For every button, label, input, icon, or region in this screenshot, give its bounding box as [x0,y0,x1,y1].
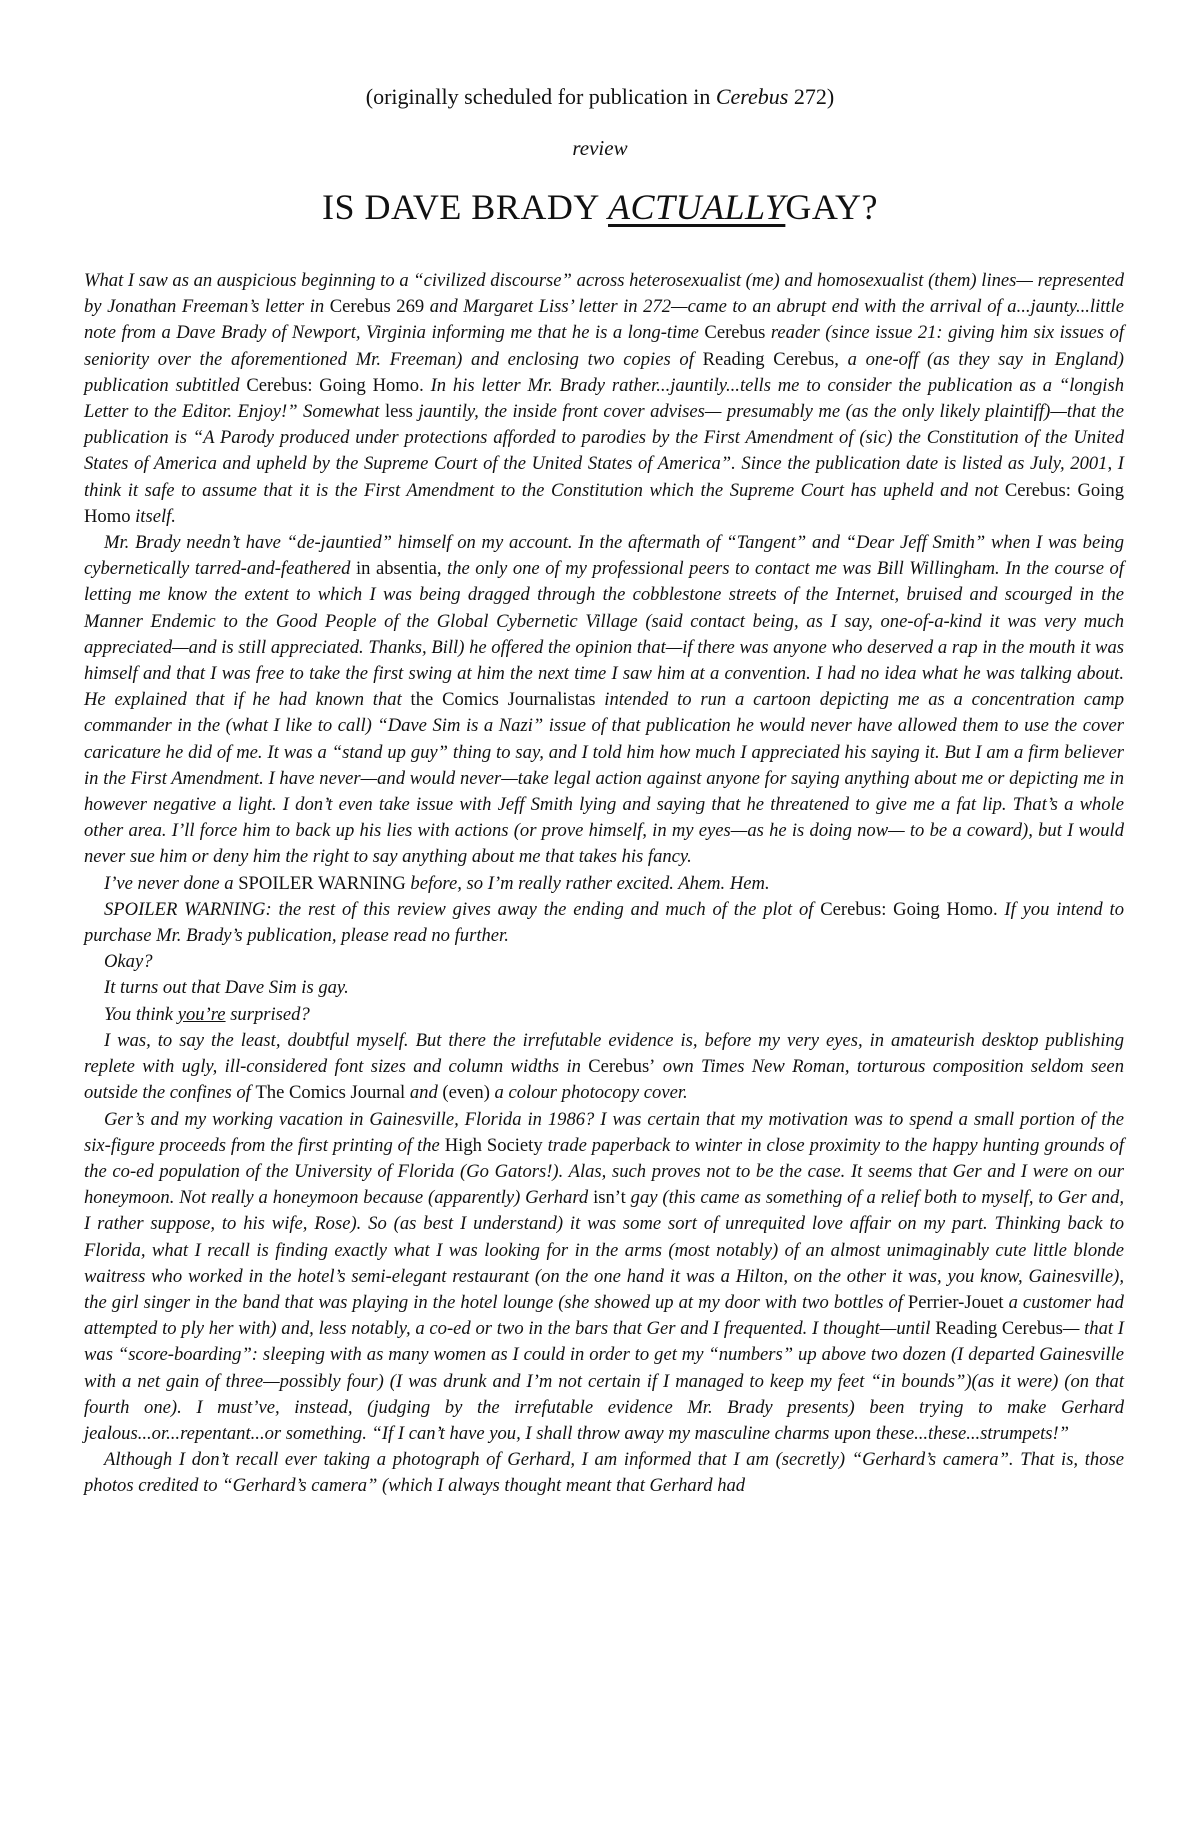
article-body [84,268,1124,1500]
text-run: In his letter Mr. Brady rather...jauntily...tells me to consider the publication as a “longish Letter to the Editor. Enjoy!” Somewhat [84,374,1124,423]
article-paragraph [84,530,1124,871]
roman-run: High Society [444,1134,543,1156]
article-paragraph [84,949,1124,975]
roman-run: SPOILER WARNING [238,872,406,894]
text-run: intended to run a cartoon depicting me as a concentration camp commander in the (what I like to call) “Dave Sim is a Nazi” issue of that publication he would never have allowed them to use the cover caricature he did of me. It was a “stand up guy” thing to say, and I told him how much I appreciated his saying it. But I am a firm believer in the First Amendment. I have never—and would never—take legal action against anyone for saying anything about me or depicting me in however negative a light. I don’t even take issue with Jeff Smith lying and saying that he threatened to give me a fat lip. That’s a whole other area. I’ll force him to back up his lies with actions (or prove himself, in my eyes—as he is doing now— to be a coward), but I would never sue him or deny him the right to say anything about me that takes his fancy. [84,689,1125,868]
text-run: before, so I’m really rather excited. Ahem. Hem. [405,872,770,894]
roman-run: The Comics Journal [255,1082,406,1104]
text-run: a one-off (as they say in England) publication subtitled [84,348,1124,396]
text-run: It turns out that Dave Sim is gay. [104,977,349,999]
article-paragraph [84,975,1124,1001]
text-run: and Margaret Liss’ letter in 272—came to an abrupt end with the arrival of a...jaunty...little note from a Dave Brady of Newport, Virginia informing me that he is a long-time [84,296,1125,344]
article-paragraph [84,1028,1124,1107]
headline-emphasis: ACTUALLY [608,187,786,227]
roman-run: Cerebus: Going Homo. [820,898,998,920]
text-run: itself. [130,505,176,527]
publication-note [0,84,1200,110]
article-paragraph [84,1002,1124,1028]
roman-run: isn’t [593,1187,626,1209]
roman-run: Cerebus: Going Homo. [246,374,424,396]
publication-note-issue: 272) [788,84,835,109]
text-run: I’ve never done a [104,872,239,894]
text-run: If you intend to purchase Mr. Brady’s publication, please read no further. [84,898,1124,947]
text-run: the only one of my professional peers to contact me was Bill Willingham. In the course of letting me know the extent to which I was being dragged through the cobblestone streets of the Internet, bruised and scourged in the Manner Endemic to the Good People of the Global Cybernetic Village (said contact being, as I say, one-of-a-kind it was very much appreciated—and is still appreciated. Thanks, Bill) he offered the opinion that—if there was anyone who deserved a rap in the mouth it was himself and that I was free to take the first swing at him the next time I saw him at a convention. I had no idea what he was talking about. He explained that if he had known that [84,558,1125,711]
roman-run: Cerebus [329,296,391,318]
text-run: You think [104,1003,178,1025]
underlined-run: you’re [177,1003,226,1025]
text-run: trade paperback to winter in close proximity to the happy hunting grounds of the co-ed population of the University of Florida (Go Gators!). Alas, such proves not to be the case. It seems that Ger and I were on our honeymoon. Not really a honeymoon because (apparently) Gerhard [84,1134,1124,1209]
text-run: surprised? [225,1003,310,1025]
roman-run: the Comics Journalistas [410,689,596,711]
text-run: Mr. Brady needn’t have “de-jauntied” himself on my account. In the aftermath of “Tangent” and “Dear Jeff Smith” when I was being cybernetically tarred-and-feathered [84,532,1124,580]
text-run: What I saw as an auspicious beginning to a “civilized discourse” across heterosexualist (me) and homosexualist (them) lines— represented by Jonathan Freeman’s letter in [84,270,1124,318]
publication-note-title: Cerebus [715,84,789,109]
text-run: a colour photocopy cover. [489,1082,688,1104]
article-paragraph [84,871,1124,897]
roman-run: Cerebus [704,322,766,344]
text-run: gay (this came as something of a relief both to myself, to Ger and, I rather suppose, to his wife, Rose). So (as best I understand) it was some sort of unrequited love affair on my part. Thinking back to Florida, what I recall is finding exactly what I was looking for in the arms (most notably) of an almost unimaginably cute little blonde waitress who worked in the hotel’s semi-elegant restaurant (on the one hand it was a Hilton, on the other it was, you know, Gainesville), the girl singer in the band that was playing in the hotel lounge (she showed up at my door with two bottles of [84,1187,1125,1313]
roman-run: 269 [396,296,425,318]
headline-start: IS DAVE BRADY [321,187,608,227]
roman-run: Perrier-Jouet [907,1291,1004,1313]
section-kicker: review [572,136,628,160]
roman-run: in absentia, [355,558,442,580]
text-run: and [405,1082,443,1104]
article-paragraph [84,1447,1124,1499]
text-run: I was, to say the least, doubtful myself. But there the irrefutable evidence is, before my very eyes, in amateurish desktop publishing replete with ugly, ill-considered font sizes and column widths in [84,1029,1124,1078]
roman-run: Reading Cerebus [935,1318,1063,1340]
text-run: — that I was “score-boarding”: sleeping with as many women as I could in order to get my “numbers” up above two dozen (I departed Gainesville with a net gain of three—possibly four) (I was drunk and I’m not certain if I managed to keep my feet “in bounds”)(as it were) (on that fourth one). I must’ve, instead, (judging by the irrefutable evidence Mr. Brady presents) been trying to make Gerhard jealous...or...repentant...or something. “If I can’t have you, I shall throw away my masculine charms upon these...these...strumpets!” [84,1318,1125,1444]
article-paragraph [84,268,1124,530]
text-run: SPOILER WARNING: the rest of this review gives away the ending and much of the plot of [104,898,821,920]
roman-run: Cerebus’ [588,1056,656,1078]
text-run: a customer had attempted to ply her with) and, less notably, a co-ed or two in the bars that Ger and I frequented. I thought—until [84,1291,1124,1340]
roman-run: (even) [442,1082,490,1104]
text-run: jauntily, the inside front cover advises— presumably me (as the only likely plaintiff)—that the publication is “A Parody produced under protections afforded to parodies by the First Amendment of (sic) the Constitution of the United States of America and upheld by the Supreme Court of the United States of America”. Since the publication date is listed as July, 2001, I think it safe to assume that it is the First Amendment to the Constitution which the Supreme Court has upheld and not [84,401,1124,501]
article-paragraph [84,1107,1124,1448]
text-run: Okay? [104,951,153,973]
roman-run: less [384,401,413,423]
text-run: Ger’s and my working vacation in Gainesville, Florida in 1986? I was certain that my motivation was to spend a small portion of the six-figure proceeds from the first printing of the [84,1108,1124,1156]
article-paragraph [84,897,1124,949]
roman-run: Reading Cerebus, [702,348,839,370]
text-run: reader (since issue 21: giving him six issues of seniority over the aforementioned Mr. Freeman) and enclosing two copies of [84,322,1124,370]
text-run: own Times New Roman, torturous composition seldom seen outside the confines of [84,1056,1124,1104]
roman-run: Cerebus: Going Homo [84,479,1124,527]
text-run: Although I don’t recall ever taking a photograph of Gerhard, I am informed that I am (secretly) “Gerhard’s camera”. That is, those photos credited to “Gerhard’s camera” (which I always thought meant that Gerhard had [84,1449,1124,1497]
publication-note-text: (originally scheduled for publication in [365,84,716,109]
headline [0,186,1200,228]
headline-end: GAY? [785,187,879,227]
